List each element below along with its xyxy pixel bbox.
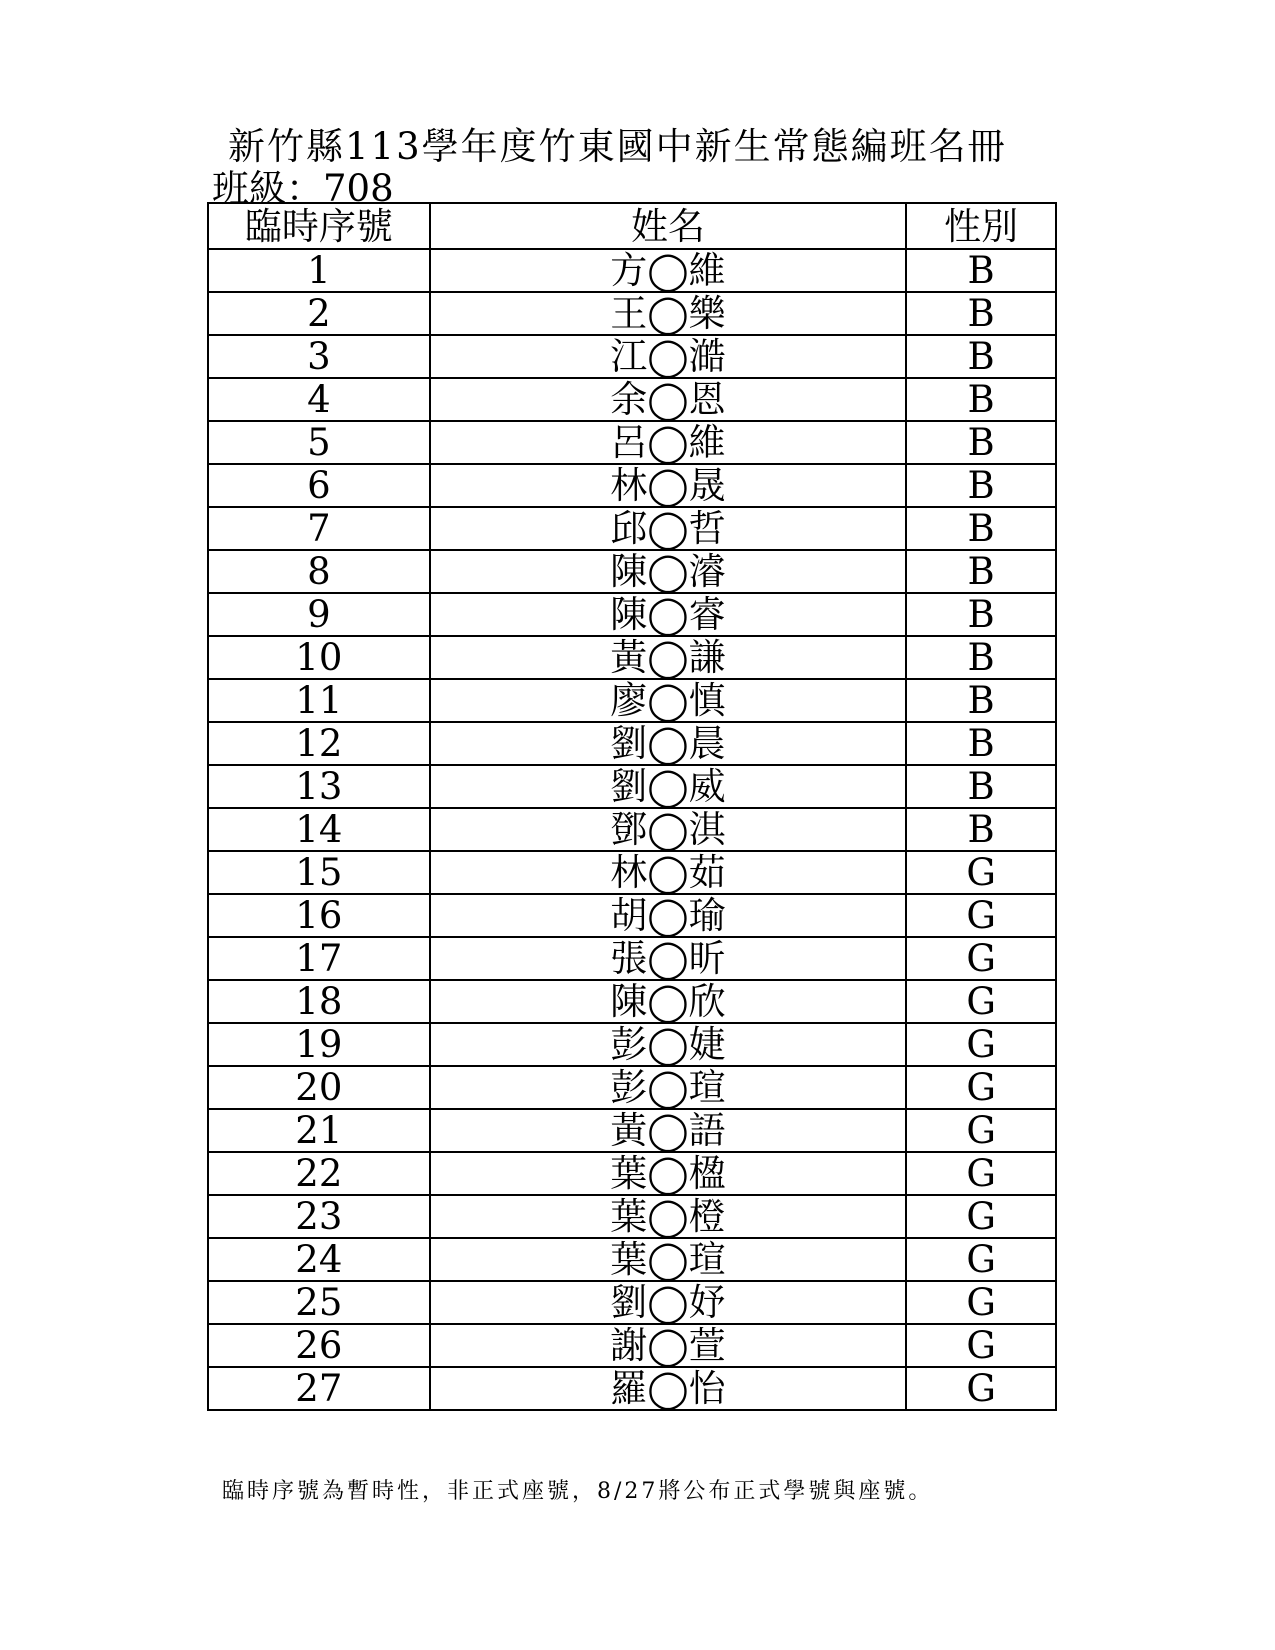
cell-gender: B: [906, 335, 1056, 378]
table-row: [208, 1238, 1056, 1281]
cell-name: 劉◯妤: [430, 1281, 907, 1324]
header-name: 姓名: [430, 203, 907, 249]
cell-gender: G: [906, 1023, 1056, 1066]
cell-gender: B: [906, 421, 1056, 464]
cell-seq: 14: [208, 808, 430, 851]
cell-seq: 20: [208, 1066, 430, 1109]
cell-gender: G: [906, 1152, 1056, 1195]
cell-seq: 24: [208, 1238, 430, 1281]
cell-seq: 13: [208, 765, 430, 808]
table-row: [208, 894, 1056, 937]
footnote: 臨時序號為暫時性，非正式座號，8/27將公布正式學號與座號。: [222, 1479, 934, 1504]
cell-name: 陳◯睿: [430, 593, 907, 636]
cell-seq: 5: [208, 421, 430, 464]
cell-name: 王◯樂: [430, 292, 907, 335]
table-row: [208, 851, 1056, 894]
cell-name: 葉◯瑄: [430, 1238, 907, 1281]
table-row: [208, 507, 1056, 550]
header-seq: 臨時序號: [208, 203, 430, 249]
cell-seq: 1: [208, 249, 430, 292]
cell-name: 邱◯哲: [430, 507, 907, 550]
table-row: [208, 593, 1056, 636]
table-row: [208, 765, 1056, 808]
cell-seq: 8: [208, 550, 430, 593]
table-row: [208, 378, 1056, 421]
cell-gender: B: [906, 292, 1056, 335]
cell-seq: 16: [208, 894, 430, 937]
cell-name: 劉◯威: [430, 765, 907, 808]
cell-gender: G: [906, 1238, 1056, 1281]
cell-name: 謝◯萱: [430, 1324, 907, 1367]
roster-table: [207, 202, 1057, 1411]
cell-seq: 19: [208, 1023, 430, 1066]
cell-gender: B: [906, 507, 1056, 550]
class-label: 班級：708: [212, 167, 394, 210]
cell-gender: G: [906, 851, 1056, 894]
cell-gender: B: [906, 636, 1056, 679]
cell-gender: B: [906, 378, 1056, 421]
table-row: [208, 636, 1056, 679]
cell-name: 方◯維: [430, 249, 907, 292]
cell-gender: B: [906, 249, 1056, 292]
cell-seq: 18: [208, 980, 430, 1023]
cell-name: 林◯茹: [430, 851, 907, 894]
table-header-row: [208, 203, 1056, 249]
table-row: [208, 937, 1056, 980]
cell-gender: G: [906, 894, 1056, 937]
cell-name: 呂◯維: [430, 421, 907, 464]
table-row: [208, 679, 1056, 722]
table-row: [208, 1324, 1056, 1367]
cell-seq: 25: [208, 1281, 430, 1324]
cell-name: 劉◯晨: [430, 722, 907, 765]
table-row: [208, 980, 1056, 1023]
cell-name: 林◯晟: [430, 464, 907, 507]
table-row: [208, 1023, 1056, 1066]
cell-seq: 26: [208, 1324, 430, 1367]
cell-seq: 7: [208, 507, 430, 550]
cell-seq: 22: [208, 1152, 430, 1195]
table-row: [208, 335, 1056, 378]
cell-seq: 17: [208, 937, 430, 980]
cell-name: 黃◯謙: [430, 636, 907, 679]
table-row: [208, 1066, 1056, 1109]
cell-name: 江◯澔: [430, 335, 907, 378]
cell-gender: B: [906, 722, 1056, 765]
cell-gender: G: [906, 980, 1056, 1023]
table-row: [208, 421, 1056, 464]
cell-gender: B: [906, 679, 1056, 722]
table-row: [208, 808, 1056, 851]
cell-name: 葉◯橙: [430, 1195, 907, 1238]
cell-name: 鄧◯淇: [430, 808, 907, 851]
table-row: [208, 249, 1056, 292]
cell-name: 葉◯楹: [430, 1152, 907, 1195]
cell-seq: 23: [208, 1195, 430, 1238]
cell-name: 張◯昕: [430, 937, 907, 980]
cell-name: 彭◯瑄: [430, 1066, 907, 1109]
cell-name: 陳◯濬: [430, 550, 907, 593]
cell-seq: 6: [208, 464, 430, 507]
cell-name: 胡◯瑜: [430, 894, 907, 937]
cell-seq: 3: [208, 335, 430, 378]
cell-gender: B: [906, 464, 1056, 507]
cell-seq: 11: [208, 679, 430, 722]
cell-gender: G: [906, 1367, 1056, 1410]
cell-gender: G: [906, 937, 1056, 980]
cell-gender: G: [906, 1281, 1056, 1324]
cell-gender: G: [906, 1324, 1056, 1367]
table-row: [208, 464, 1056, 507]
cell-name: 彭◯婕: [430, 1023, 907, 1066]
cell-gender: B: [906, 808, 1056, 851]
table-row: [208, 722, 1056, 765]
cell-seq: 2: [208, 292, 430, 335]
cell-seq: 15: [208, 851, 430, 894]
cell-name: 陳◯欣: [430, 980, 907, 1023]
cell-gender: G: [906, 1066, 1056, 1109]
cell-gender: B: [906, 593, 1056, 636]
table-row: [208, 1281, 1056, 1324]
cell-name: 羅◯怡: [430, 1367, 907, 1410]
table-row: [208, 1109, 1056, 1152]
cell-gender: G: [906, 1195, 1056, 1238]
cell-seq: 27: [208, 1367, 430, 1410]
cell-seq: 12: [208, 722, 430, 765]
cell-name: 廖◯慎: [430, 679, 907, 722]
cell-name: 黃◯語: [430, 1109, 907, 1152]
table-row: [208, 1195, 1056, 1238]
header-gender: 性別: [906, 203, 1056, 249]
cell-seq: 9: [208, 593, 430, 636]
table-row: [208, 1367, 1056, 1410]
cell-seq: 21: [208, 1109, 430, 1152]
cell-seq: 4: [208, 378, 430, 421]
cell-name: 余◯恩: [430, 378, 907, 421]
cell-seq: 10: [208, 636, 430, 679]
cell-gender: B: [906, 765, 1056, 808]
page-title: 新竹縣113學年度竹東國中新生常態編班名冊: [228, 125, 1007, 168]
roster-body: [208, 249, 1056, 1410]
cell-gender: B: [906, 550, 1056, 593]
table-row: [208, 292, 1056, 335]
table-row: [208, 550, 1056, 593]
cell-gender: G: [906, 1109, 1056, 1152]
table-row: [208, 1152, 1056, 1195]
